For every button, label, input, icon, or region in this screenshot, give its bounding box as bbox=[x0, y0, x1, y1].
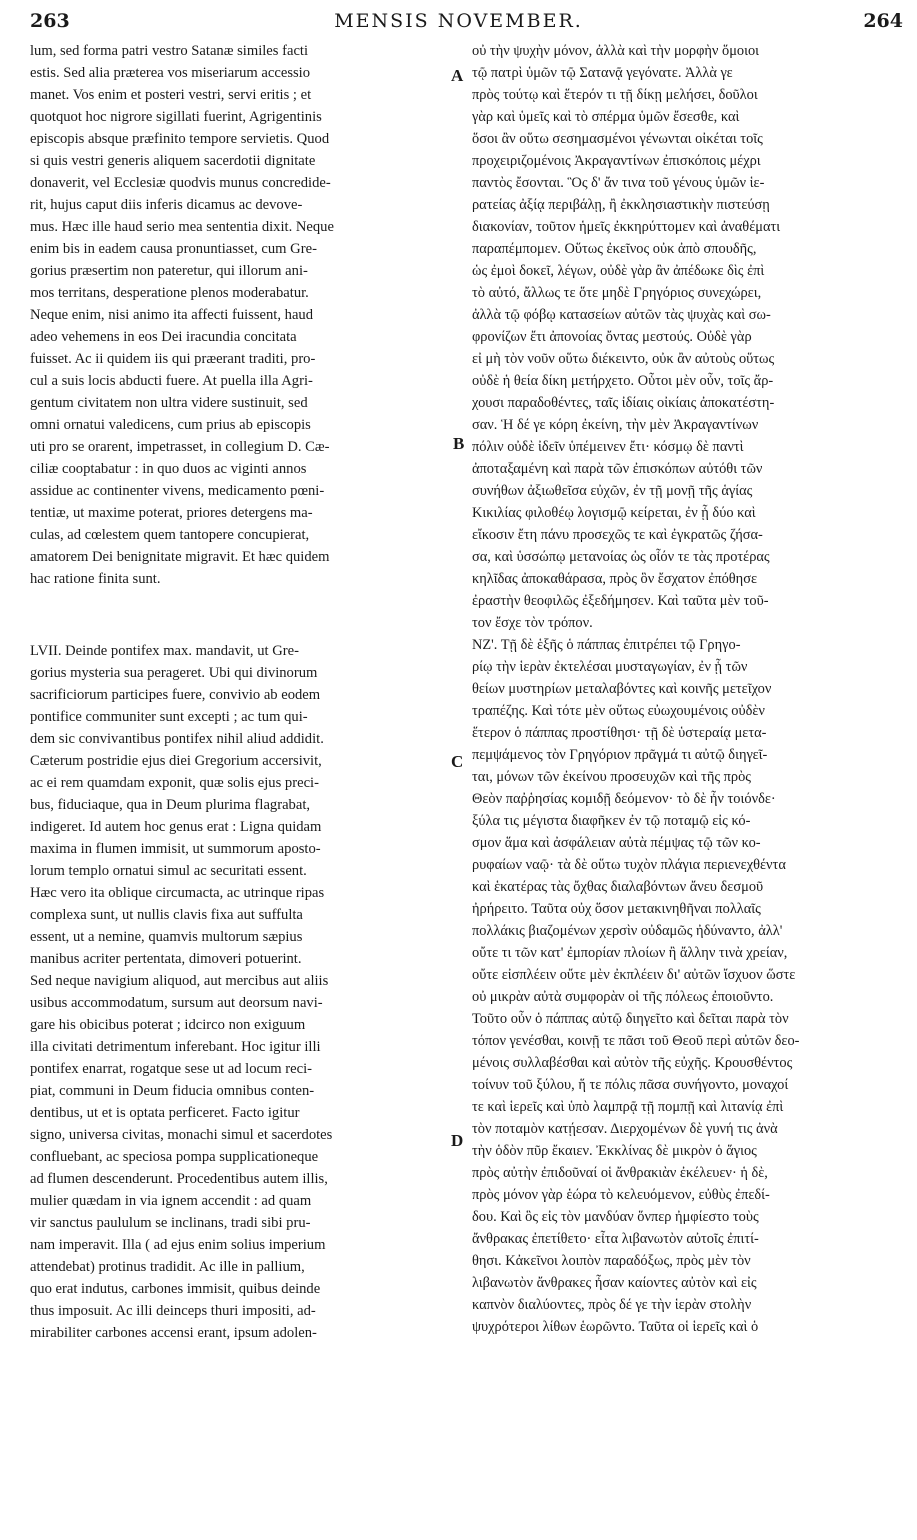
text-line: οὔτε εἰσπλέειν οὔτε μὲν ἐκπλέειν δι' αὐτῶν ἴσχυον ὥστε bbox=[472, 967, 796, 983]
text-line: τε καὶ ἱερεῖς καὶ ὑπὸ λαμπρᾷ τῇ πομπῇ καὶ λιτανίᾳ ἐπὶ bbox=[472, 1099, 784, 1115]
latin-column bbox=[30, 40, 448, 1344]
text-line: gentum civitatem non ultra videre sustinuit, sed bbox=[30, 395, 308, 411]
text-line: gorius præsertim non pateretur, qui illorum ani- bbox=[30, 263, 308, 279]
text-line: ciliæ cooptabatur : in quo duos ac viginti annos bbox=[30, 461, 307, 477]
text-line: dentibus, ut et is optata perficeret. Facto igitur bbox=[30, 1105, 300, 1121]
text-line: τοίνυν τοῦ ξύλου, ἥ τε πόλις πᾶσα συνήγοντο, μοναχοί bbox=[472, 1077, 789, 1093]
text-line: ἄνθρακας ἐπετίθετο· εἶτα λιβανωτὸν αὐτοῖς ἐπιτί- bbox=[472, 1231, 759, 1247]
page-number-left: 263 bbox=[30, 10, 70, 32]
text-line: enim bis in eadem causa pronuntiasset, cum Gre- bbox=[30, 241, 317, 257]
text-line: gorius mysteria sua perageret. Ubi qui divinorum bbox=[30, 665, 318, 681]
text-line: lum, sed forma patri vestro Satanæ similes facti bbox=[30, 43, 309, 59]
text-line: κηλῖδας ἀποκαθάρασα, πρὸς ὃν ἔσχατον ἐπόθησε bbox=[472, 571, 758, 587]
text-line: nam imperavit. Illa ( ad ejus enim solius imperium bbox=[30, 1237, 326, 1253]
text-line: χουσι παραδοθέντες, ταῖς ἰδίαις οἰκίαις ἀποκατέστη- bbox=[472, 395, 775, 411]
text-line: εἰ μὴ τὸν νοῦν οὕτω διέκειντο, οὐκ ἂν αὐτοὺς οὕτως bbox=[472, 351, 775, 367]
text-line: gare his obicibus poterat ; idcirco non exiguum bbox=[30, 1017, 306, 1033]
text-line: cul a suis locis abducti fuere. At puella illa Agri- bbox=[30, 373, 313, 389]
page-number-right: 264 bbox=[863, 10, 903, 32]
text-line: ac ei rem quamdam exponit, quæ solis ejus preci- bbox=[30, 775, 319, 791]
text-line: omni ornatui valedicens, cum prius ab episcopis bbox=[30, 417, 311, 433]
text-line: θείων μυστηρίων μεταλαβόντες καὶ κοινῆς μετεῖχον bbox=[472, 681, 772, 697]
text-line: ἀλλὰ τῷ φόβῳ κατασείων αὐτῶν τὰς ψυχὰς καὶ σω- bbox=[472, 307, 771, 323]
text-line: mulier quædam in via ignem accendit : ad quam bbox=[30, 1193, 312, 1209]
text-line: ἀποταξαμένη καὶ παρὰ τῶν ἐπισκόπων αὐτόθι τῶν bbox=[472, 461, 763, 477]
text-line: καὶ ἑκατέρας τὰς ὄχθας διαλαβόντων ἄνευ δεσμοῦ bbox=[472, 879, 764, 895]
text-line: πρὸς τούτῳ καὶ ἕτερόν τι τῇ δίκῃ μελήσει, δοῦλοι bbox=[472, 87, 758, 103]
text-line: quotquot hoc nigrore sigillati fuerint, Agrigentinis bbox=[30, 109, 322, 125]
text-line: καπνὸν διαλύοντες, πρὸς δέ γε τὴν ἱερὰν στολὴν bbox=[472, 1297, 752, 1313]
text-line: episcopis absque præfinito tempore servietis. Quod bbox=[30, 131, 330, 147]
text-line: hac ratione finita sunt. bbox=[30, 571, 161, 587]
text-line: donaverit, vel Ecclesiæ quodvis munus concredide- bbox=[30, 175, 331, 191]
text-line: ἕτερον ὁ πάππας προστίθησι· τῇ δὲ ὑστεραίᾳ μετα- bbox=[472, 725, 767, 741]
text-line: λιβανωτὸν ἄνθρακες ἦσαν καίοντες αὐτὸν καὶ εἰς bbox=[472, 1275, 757, 1291]
latin-paragraph-1 bbox=[30, 40, 448, 590]
text-line: mirabiliter carbones accensi erant, ipsum adolen- bbox=[30, 1325, 317, 1341]
text-line: εἴκοσιν ἔτη πάνυ προσεχῶς τε καὶ ἐγκρατῶς ζήσα- bbox=[472, 527, 763, 543]
running-title: MENSIS NOVEMBER. bbox=[334, 10, 583, 32]
text-line: πολλάκις βιαζομένων χερσὶν οὐδαμῶς ἠδύναντο, ἀλλ' bbox=[472, 923, 783, 939]
text-line: ΝΖ'. Τῇ δὲ ἑξῆς ὁ πάππας ἐπιτρέπει τῷ Γρηγο- bbox=[472, 637, 741, 653]
text-line: ad flumen descenderunt. Procedentibus autem illis, bbox=[30, 1171, 328, 1187]
text-line: LVII. Deinde pontifex max. mandavit, ut Gre- bbox=[30, 643, 299, 659]
text-line: quo erat indutus, carbones immisit, quibus deinde bbox=[30, 1281, 321, 1297]
text-line: culas, ad cœlestem quem tantopere concupierat, bbox=[30, 527, 310, 543]
text-line: οὔτε τι τῶν κατ' ἐμπορίαν πλοίων ἢ ἄλλην τινὰ χρείαν, bbox=[472, 945, 788, 961]
text-line: πρὸς μόνον γὰρ ἑώρα τὸ κελευόμενον, εὐθὺς ἐπεδί- bbox=[472, 1187, 770, 1203]
text-line: πεμψάμενος τὸν Γρηγόριον πρᾶγμά τι αὐτῷ διηγεῖ- bbox=[472, 747, 768, 763]
text-line: γὰρ καὶ ὑμεῖς καὶ τὸ σπέρμα ὑμῶν ἔσεσθε, καὶ bbox=[472, 109, 740, 125]
text-line: ρατείας ἀξίᾳ περιβάλῃ, ἢ ἐκκλησιαστικὴν πιστεύσῃ bbox=[472, 197, 770, 213]
text-line: Θεὸν παῤῥησίας κομιδῇ δεόμενον· τὸ δὲ ἦν τοιόνδε· bbox=[472, 791, 776, 807]
text-line: οὐ μικρὰν αὐτὰ συμφορὰν οἱ τῆς πόλεως ἐποιοῦντο. bbox=[472, 989, 774, 1005]
text-line: confluebant, ac speciosa pompa supplicationeque bbox=[30, 1149, 319, 1165]
text-line: ὡς ἐμοὶ δοκεῖ, λέγων, οὐδὲ γὰρ ἂν ἀπέδωκε δὶς ἐπὶ bbox=[472, 263, 765, 279]
text-line: amatorem Dei benignitate migravit. Et hæc quidem bbox=[30, 549, 330, 565]
text-line: τὸ αὐτό, ἄλλως τε ὅτε μηδὲ Γρηγόριος συνεχώρει, bbox=[472, 285, 762, 301]
text-line: indigeret. Id autem hoc genus erat : Ligna quidam bbox=[30, 819, 322, 835]
section-marker-d: D bbox=[451, 1131, 464, 1150]
text-line: φρονίζων ἔτι ἀπονοίας ὄντας μεστούς. Οὐδὲ γὰρ bbox=[472, 329, 752, 345]
page-header bbox=[0, 6, 917, 36]
text-line: mus. Hæc ille haud serio mea sententia dixit. Neque bbox=[30, 219, 334, 235]
text-line: lorum templo ornatui simul ac securitati essent. bbox=[30, 863, 307, 879]
text-line: ὅσοι ἂν οὕτω σεσημασμένοι γένωνται οἰκέται τοῖς bbox=[472, 131, 763, 147]
text-line: uti pro se orarent, impetrasset, in collegium D. Cæ- bbox=[30, 439, 330, 455]
text-line: πρὸς αὐτὴν ἐπιδοῦναί οἱ ἄνθρακιὰν ἐκέλευεν· ἡ δὲ, bbox=[472, 1165, 768, 1181]
text-line: τόπον γενέσθαι, κοινῇ τε πᾶσι τοῦ Θεοῦ περὶ αὐτῶν δεο- bbox=[472, 1033, 800, 1049]
greek-column bbox=[472, 40, 902, 1338]
text-line: σα, καὶ ὑσσώπῳ μετανοίας ὡς οἷόν τε τὰς προτέρας bbox=[472, 549, 770, 565]
text-line: πόλιν οὐδὲ ἰδεῖν ὑπέμεινεν ἔτι· κόσμῳ δὲ παντὶ bbox=[472, 439, 744, 455]
greek-paragraph-1 bbox=[472, 40, 902, 634]
text-line: Neque enim, nisi animo ita affecti fuissent, haud bbox=[30, 307, 314, 323]
text-line: δου. Καὶ ὃς εἰς τὸν μανδύαν ὅνπερ ἠμφίεστο τοὺς bbox=[472, 1209, 759, 1225]
text-line: ἐραστὴν θεοφιλῶς ἐξεδήμησεν. Καὶ ταῦτα μὲν τοῦ- bbox=[472, 593, 769, 609]
text-line: complexa sunt, ut nullis clavis fixa aut suffulta bbox=[30, 907, 303, 923]
text-line: usibus accommodatum, sursum aut deorsum navi- bbox=[30, 995, 323, 1011]
text-line: Τοῦτο οὖν ὁ πάππας αὐτῷ διηγεῖτο καὶ δεῖται παρὰ τὸν bbox=[472, 1011, 789, 1027]
text-line: signo, universa civitas, monachi simul et sacerdotes bbox=[30, 1127, 333, 1143]
text-line: essent, ut a nemine, quamvis multorum sæpius bbox=[30, 929, 303, 945]
text-line: piat, communi in Deum fiducia omnibus conten- bbox=[30, 1083, 315, 1099]
text-line: attendebat) protinus tradidit. Ac ille in pallium, bbox=[30, 1259, 305, 1275]
text-line: τῷ πατρὶ ὑμῶν τῷ Σατανᾷ γεγόνατε. Ἀλλὰ γε bbox=[472, 65, 733, 81]
text-line: ξύλα τις μέγιστα διαφῆκεν ἐν τῷ ποταμῷ εἰς κό- bbox=[472, 813, 751, 829]
text-line: dem sic convivantibus pontifex nihil aliud addidit. bbox=[30, 731, 324, 747]
text-line: ται, μόνων τῶν ἐκείνου προσευχῶν καὶ τῆς πρὸς bbox=[472, 769, 751, 785]
text-line: μένοις συλλαβέσθαι καὶ αὐτὸν τῆς εὐχῆς. Κρουσθέντος bbox=[472, 1055, 793, 1071]
text-line: παντὸς ἔσονται. Ὃς δ' ἄν τινα τοῦ γένους ὑμῶν ἱε- bbox=[472, 175, 765, 191]
text-line: τον ἔσχε τὸν τρόπον. bbox=[472, 615, 593, 631]
text-line: τὸν ποταμὸν κατῄεσαν. Διερχομένων δὲ γυνή τις ἀνὰ bbox=[472, 1121, 778, 1137]
text-line: rit, hujus caput diis inferis dicamus ac devove- bbox=[30, 197, 303, 213]
text-line: σμον ἅμα καὶ ἀσφάλειαν αὐτὰ πέμψας τῷ τῶν κο- bbox=[472, 835, 761, 851]
text-line: Hæc vero ita oblique circumacta, ac utrinque ripas bbox=[30, 885, 325, 901]
text-line: si quis vestri generis aliquem sacerdotii dignitate bbox=[30, 153, 316, 169]
text-line: σαν. Ἡ δέ γε κόρη ἐκείνη, τὴν μὲν Ἀκραγαντίνων bbox=[472, 417, 759, 433]
section-marker-c: C bbox=[451, 752, 464, 771]
text-line: συνήθων ἀξιωθεῖσα εὐχῶν, ἐν τῇ μονῇ τῆς ἁγίας bbox=[472, 483, 753, 499]
text-line: adeo vehemens in eos Dei iracundia concitata bbox=[30, 329, 297, 345]
text-line: estis. Sed alia præterea vos miseriarum accessio bbox=[30, 65, 311, 81]
text-line: mos territans, desperatione plenos moderabatur. bbox=[30, 285, 309, 301]
text-line: ψυχρότεροι λίθων ἑωρῶντο. Ταῦτα οἱ ἱερεῖς καὶ ὁ bbox=[472, 1319, 759, 1335]
text-line: thus imposuit. Ac illi deinceps thuri impositi, ad- bbox=[30, 1303, 316, 1319]
text-line: bus, fiduciaque, qua in Deum plurima flagrabat, bbox=[30, 797, 311, 813]
text-line: Κικιλίας φιλοθέῳ λογισμῷ κείρεται, ἐν ᾗ δύο καὶ bbox=[472, 505, 756, 521]
text-line: Sed neque navigium aliquod, aut mercibus aut aliis bbox=[30, 973, 329, 989]
section-marker-a: A bbox=[451, 66, 464, 85]
text-line: pontifice communiter sunt excepti ; ac tum qui- bbox=[30, 709, 308, 725]
text-line: tentiæ, ut maxime poterat, priores detergens ma- bbox=[30, 505, 313, 521]
text-line: assidue ac continenter vivens, medicamento pœni- bbox=[30, 483, 325, 499]
section-marker-b: B bbox=[453, 434, 465, 453]
text-line: manibus acriter pertentata, dimoveri potuerint. bbox=[30, 951, 302, 967]
text-line: sacrificiorum participes fuere, convivio ab eodem bbox=[30, 687, 321, 703]
latin-paragraph-2 bbox=[30, 640, 448, 1344]
text-line: fuisset. Ac ii quidem iis qui præerant traditi, pro- bbox=[30, 351, 316, 367]
text-line: ρίῳ τὴν ἱερὰν ἐκτελέσαι μυσταγωγίαν, ἐν ᾗ τῶν bbox=[472, 659, 748, 675]
text-line: vir sanctus paululum se inclinans, tradi sibi pru- bbox=[30, 1215, 311, 1231]
text-line: παραπέμπομεν. Οὕτως ἐκεῖνος οὐκ ἀπὸ σπουδῆς, bbox=[472, 241, 757, 257]
text-line: ἠρήρειτο. Ταῦτα οὐχ ὅσον μετακινηθῆναι πολλαῖς bbox=[472, 901, 761, 917]
text-line: θησι. Κἀκεῖνοι λοιπὸν παραδόξως, πρὸς μὲν τὸν bbox=[472, 1253, 751, 1269]
greek-paragraph-2 bbox=[472, 634, 902, 1338]
text-line: ρυφαίων ναῷ· τὰ δὲ οὕτω τυχὸν πλάγια περιενεχθέντα bbox=[472, 857, 786, 873]
text-line: maxima in flumen immisit, ut summorum aposto- bbox=[30, 841, 321, 857]
text-line: illa civitati detrimentum inferebant. Hoc igitur illi bbox=[30, 1039, 321, 1055]
text-line: τραπέζης. Καὶ τότε μὲν οὕτως εὐωχουμένοις οὐδὲν bbox=[472, 703, 765, 719]
text-line: τὴν ὁδὸν πῦρ ἔκαιεν. Ἐκκλίνας δὲ μικρὸν ὁ ἅγιος bbox=[472, 1143, 757, 1159]
text-line: pontifex enarrat, rogatque sese ut ad locum reci- bbox=[30, 1061, 313, 1077]
text-line: διακονίαν, τοῦτον ἡμεῖς ἐκκηρύττομεν καὶ ἀναθέματι bbox=[472, 219, 781, 235]
text-line: οὐδὲ ἡ θεία δίκη μετήρχετο. Οὗτοι μὲν οὖν, τοῖς ἄρ- bbox=[472, 373, 774, 389]
text-line: προχειριζομένοις Ἀκραγαντίνων ἐπισκόποις μέχρι bbox=[472, 153, 761, 169]
text-line: manet. Vos enim et posteri vestri, servi eritis ; et bbox=[30, 87, 312, 103]
text-line: οὐ τὴν ψυχὴν μόνον, ἀλλὰ καὶ τὴν μορφὴν ὅμοιοι bbox=[472, 43, 760, 59]
text-line: Cæterum postridie ejus diei Gregorium accersivit, bbox=[30, 753, 322, 769]
